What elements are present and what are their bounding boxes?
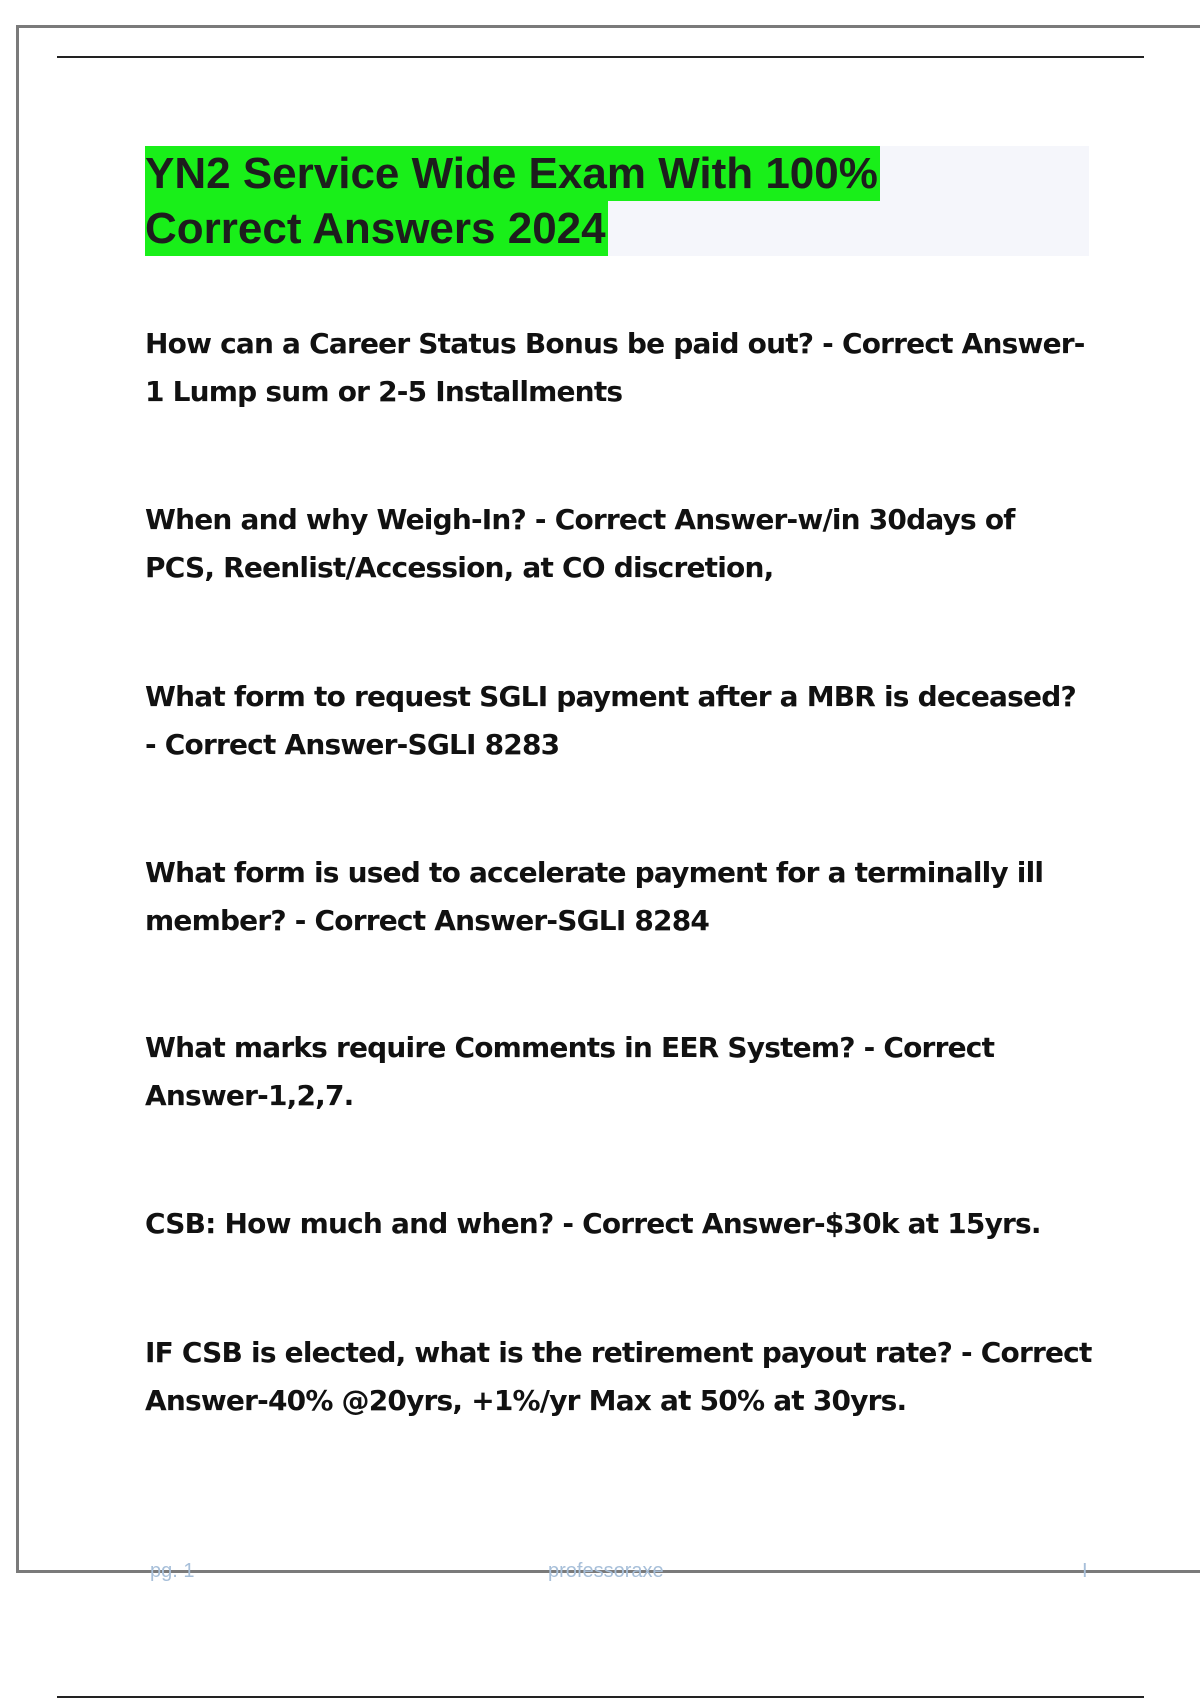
qa-item <box>145 1024 1105 1120</box>
qa-line: What form to request SGLI payment after a MBR is deceased? <box>145 680 1076 713</box>
title-line-2: Correct Answers 2024 <box>145 201 608 256</box>
qa-item <box>145 1200 1105 1248</box>
title-line-1: YN2 Service Wide Exam With 100% <box>145 146 880 201</box>
footer-page-number: pg. 1 <box>150 1560 195 1582</box>
footer-rule <box>57 1696 1144 1698</box>
qa-line: Answer-40% @20yrs, +1%/yr Max at 50% at 30yrs. <box>145 1384 907 1417</box>
page-border-top <box>16 25 1200 28</box>
header-rule <box>57 56 1144 58</box>
page-border-left <box>16 25 19 1572</box>
qa-line: PCS, Reenlist/Accession, at CO discretion, <box>145 551 774 584</box>
qa-item <box>145 673 1105 769</box>
qa-line: Answer-1,2,7. <box>145 1079 354 1112</box>
qa-line: How can a Career Status Bonus be paid out? - Correct Answer- <box>145 327 1085 360</box>
qa-line: CSB: How much and when? - Correct Answer-$30k at 15yrs. <box>145 1207 1041 1240</box>
qa-line: member? - Correct Answer-SGLI 8284 <box>145 904 710 937</box>
qa-line: IF CSB is elected, what is the retirement payout rate? - Correct <box>145 1336 1092 1369</box>
qa-item <box>145 320 1105 416</box>
qa-item <box>145 849 1105 945</box>
qa-item <box>145 1329 1105 1425</box>
footer-right-text: I <box>1082 1560 1088 1582</box>
qa-line: What marks require Comments in EER System? - Correct <box>145 1031 995 1064</box>
document-title <box>145 146 1089 256</box>
qa-line: 1 Lump sum or 2-5 Installments <box>145 375 623 408</box>
qa-line: What form is used to accelerate payment for a terminally ill <box>145 856 1044 889</box>
qa-line: - Correct Answer-SGLI 8283 <box>145 728 560 761</box>
qa-item <box>145 496 1105 592</box>
footer-watermark-text: professoraxe <box>548 1560 664 1582</box>
qa-line: When and why Weigh-In? - Correct Answer-w/in 30days of <box>145 503 1015 536</box>
